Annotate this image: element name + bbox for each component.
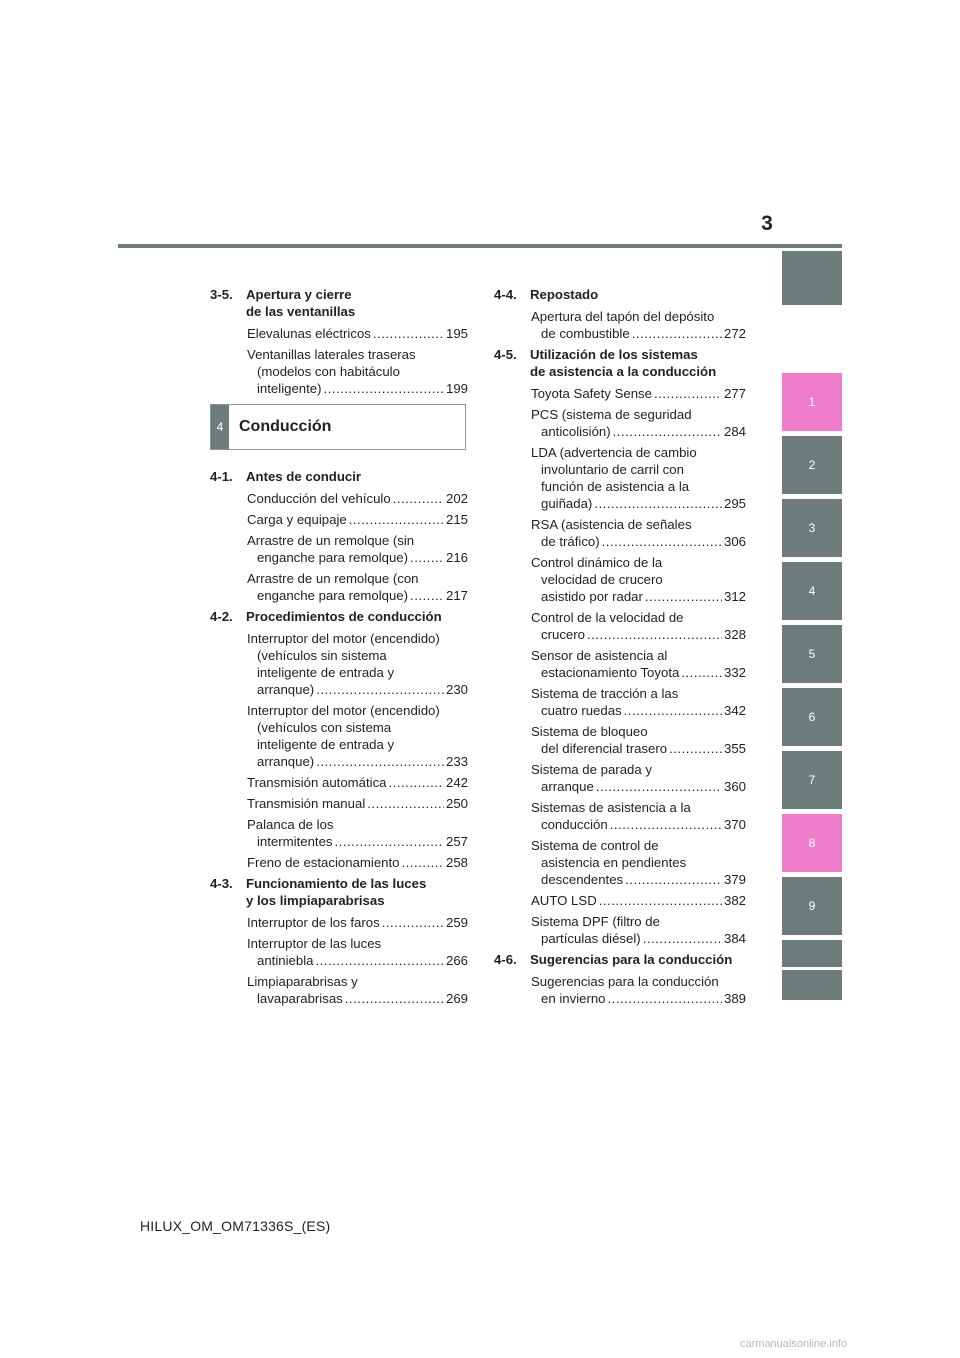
- entry-page-number: 360: [723, 779, 746, 794]
- section-title-line: Antes de conducir: [246, 469, 362, 484]
- dot-leader: [349, 511, 444, 528]
- entry-text: conducción: [541, 817, 608, 832]
- toc-section: [210, 468, 468, 604]
- toc-section: [210, 608, 468, 871]
- chapter-tab[interactable]: 5: [782, 625, 842, 683]
- entry-page-number: 384: [723, 931, 746, 946]
- entry-text: Sensor de asistencia al: [531, 648, 668, 663]
- dot-leader: [599, 892, 722, 909]
- toc-entry[interactable]: [494, 647, 746, 681]
- entry-text: enganche para remolque): [257, 588, 409, 603]
- chapter-tab[interactable]: 1: [782, 373, 842, 431]
- entry-text: Sugerencias para la conducción: [531, 974, 719, 989]
- chapter-tab[interactable]: 8: [782, 814, 842, 872]
- entry-page-number: 382: [723, 893, 746, 908]
- entry-leader-line: [247, 854, 468, 871]
- section-title-line: Funcionamiento de las luces: [246, 876, 427, 891]
- toc-entry[interactable]: [210, 702, 468, 770]
- entry-text: inteligente): [257, 381, 322, 396]
- toc-section: [210, 286, 468, 397]
- dot-leader: [610, 816, 722, 833]
- entry-text: Sistema de tracción a las: [531, 686, 679, 701]
- entry-text: Transmisión automática: [247, 775, 387, 790]
- entry-page-number: 242: [445, 775, 468, 790]
- toc-entry[interactable]: [494, 973, 746, 1007]
- chapter-heading-box: [210, 404, 466, 450]
- dot-leader: [654, 385, 722, 402]
- entry-leader-line: [247, 511, 468, 528]
- section-title[interactable]: [210, 468, 468, 485]
- dot-leader: [324, 380, 444, 397]
- toc-entry[interactable]: [494, 799, 746, 833]
- entry-leader-line: [531, 990, 746, 1007]
- section-title[interactable]: [494, 951, 746, 968]
- chapter-tab[interactable]: 6: [782, 688, 842, 746]
- toc-entry[interactable]: [210, 914, 468, 931]
- chapter-tab[interactable]: 2: [782, 436, 842, 494]
- toc-section: [494, 346, 746, 947]
- chapter-tab[interactable]: 9: [782, 877, 842, 935]
- toc-entry[interactable]: [210, 774, 468, 791]
- entry-leader-line: [531, 423, 746, 440]
- entry-page-number: 370: [723, 817, 746, 832]
- section-title[interactable]: [210, 875, 468, 909]
- section-number: 4-5.: [494, 347, 517, 362]
- entry-leader-line: [531, 702, 746, 719]
- dot-leader: [382, 914, 444, 931]
- dot-leader: [624, 702, 722, 719]
- toc-entry[interactable]: [210, 511, 468, 528]
- entry-text: de combustible: [541, 326, 630, 341]
- entry-page-number: 277: [723, 386, 746, 401]
- toc-entry[interactable]: [210, 795, 468, 812]
- dot-leader: [608, 990, 722, 1007]
- toc-entry[interactable]: [494, 685, 746, 719]
- entry-page-number: 355: [723, 741, 746, 756]
- entry-text: descendentes: [541, 872, 624, 887]
- entry-page-number: 230: [445, 682, 468, 697]
- entry-text: guiñada): [541, 496, 593, 511]
- toc-section: [210, 875, 468, 1007]
- dot-leader: [596, 778, 722, 795]
- entry-text: involuntario de carril con: [541, 462, 684, 477]
- entry-page-number: 216: [445, 550, 468, 565]
- page-number: 3: [761, 212, 773, 235]
- toc-entry[interactable]: [494, 609, 746, 643]
- entry-text: Control dinámico de la: [531, 555, 663, 570]
- entry-text: Elevalunas eléctricos: [247, 326, 371, 341]
- dot-leader: [681, 664, 722, 681]
- entry-text: arranque): [257, 754, 315, 769]
- entry-text: Arrastre de un remolque (con: [247, 571, 419, 586]
- toc-right-column: [494, 286, 746, 1011]
- entry-text: Carga y equipaje: [247, 512, 347, 527]
- entry-page-number: 284: [723, 424, 746, 439]
- toc-entry[interactable]: [210, 630, 468, 698]
- entry-text: asistido por radar: [541, 589, 643, 604]
- entry-text: Sistemas de asistencia a la: [531, 800, 691, 815]
- entry-leader-line: [247, 325, 468, 342]
- entry-page-number: 250: [445, 796, 468, 811]
- entry-page-number: 306: [723, 534, 746, 549]
- dot-leader: [613, 423, 722, 440]
- entry-page-number: 202: [445, 491, 468, 506]
- section-number: 4-3.: [210, 876, 233, 891]
- dot-leader: [632, 325, 722, 342]
- document-code: HILUX_OM_OM71336S_(ES): [140, 1218, 331, 1234]
- entry-leader-line: [247, 753, 468, 770]
- entry-text: arranque): [257, 682, 315, 697]
- toc-entry[interactable]: [494, 406, 746, 440]
- section-title-line: de asistencia a la conducción: [530, 364, 717, 379]
- entry-text: Control de la velocidad de: [531, 610, 684, 625]
- chapter-tab[interactable]: [782, 970, 842, 1000]
- section-title-text: [530, 286, 598, 303]
- entry-leader-line: [531, 588, 746, 605]
- section-title[interactable]: [494, 346, 746, 380]
- entry-page-number: 195: [445, 326, 468, 341]
- dot-leader: [602, 533, 722, 550]
- entry-leader-line: [531, 385, 746, 402]
- entry-leader-line: [531, 778, 746, 795]
- entry-leader-line: [531, 325, 746, 342]
- entry-page-number: 295: [723, 496, 746, 511]
- entry-text: Sistema de control de: [531, 838, 659, 853]
- entry-text: (vehículos con sistema: [257, 720, 392, 735]
- entry-page-number: 215: [445, 512, 468, 527]
- dot-leader: [594, 495, 722, 512]
- entry-text: velocidad de crucero: [541, 572, 663, 587]
- entry-text: estacionamiento Toyota: [541, 665, 680, 680]
- toc-entry[interactable]: [210, 935, 468, 969]
- entry-text: Sistema DPF (filtro de: [531, 914, 660, 929]
- toc-entry[interactable]: [494, 723, 746, 757]
- chapter-tab[interactable]: 3: [782, 499, 842, 557]
- chapter-tab[interactable]: [782, 940, 842, 967]
- entry-page-number: 269: [445, 991, 468, 1006]
- dot-leader: [669, 740, 722, 757]
- header-rule: [118, 244, 842, 248]
- entry-leader-line: [247, 952, 468, 969]
- dot-leader: [401, 854, 444, 871]
- entry-text: (modelos con habitáculo: [257, 364, 400, 379]
- toc-entry[interactable]: [210, 325, 468, 342]
- entry-page-number: 389: [723, 991, 746, 1006]
- entry-text: Interruptor del motor (encendido): [247, 631, 440, 646]
- section-number: 4-1.: [210, 469, 233, 484]
- toc-section: [494, 286, 746, 342]
- section-title[interactable]: [210, 608, 468, 625]
- dot-leader: [645, 588, 722, 605]
- entry-leader-line: [247, 681, 468, 698]
- dot-leader: [345, 990, 444, 1007]
- entry-text: crucero: [541, 627, 585, 642]
- entry-text: inteligente de entrada y: [257, 665, 395, 680]
- toc-left-column: [210, 468, 468, 1011]
- toc-entry[interactable]: [494, 516, 746, 550]
- entry-leader-line: [531, 740, 746, 757]
- entry-text: Interruptor de los faros: [247, 915, 380, 930]
- toc-entry[interactable]: [210, 816, 468, 850]
- entry-page-number: 332: [723, 665, 746, 680]
- dot-leader: [393, 490, 444, 507]
- entry-text: inteligente de entrada y: [257, 737, 395, 752]
- entry-text: Toyota Safety Sense: [531, 386, 652, 401]
- entry-leader-line: [247, 990, 468, 1007]
- entry-leader-line: [531, 816, 746, 833]
- dot-leader: [316, 753, 444, 770]
- dot-leader: [587, 626, 722, 643]
- entry-leader-line: [247, 490, 468, 507]
- toc-entry[interactable]: [210, 490, 468, 507]
- section-title-text: [246, 286, 355, 320]
- dot-leader: [335, 833, 444, 850]
- section-title-text: [246, 875, 426, 909]
- entry-page-number: 259: [445, 915, 468, 930]
- entry-text: PCS (sistema de seguridad: [531, 407, 692, 422]
- dot-leader: [625, 871, 722, 888]
- entry-text: Freno de estacionamiento: [247, 855, 400, 870]
- entry-text: asistencia en pendientes: [541, 855, 687, 870]
- entry-text: (vehículos sin sistema: [257, 648, 387, 663]
- chapter-number: 4: [211, 405, 229, 449]
- entry-text: RSA (asistencia de señales: [531, 517, 692, 532]
- dot-leader: [316, 681, 444, 698]
- entry-page-number: 342: [723, 703, 746, 718]
- entry-leader-line: [531, 664, 746, 681]
- entry-text: LDA (advertencia de cambio: [531, 445, 697, 460]
- entry-text: lavaparabrisas: [257, 991, 343, 1006]
- dot-leader: [410, 587, 444, 604]
- section-title[interactable]: [210, 286, 468, 320]
- entry-leader-line: [247, 380, 468, 397]
- toc-entry[interactable]: [494, 554, 746, 605]
- section-title-line: Repostado: [530, 287, 599, 302]
- entry-leader-line: [531, 626, 746, 643]
- entry-text: arranque: [541, 779, 594, 794]
- dot-leader: [410, 549, 444, 566]
- entry-page-number: 266: [445, 953, 468, 968]
- entry-page-number: 233: [445, 754, 468, 769]
- entry-text: Ventanillas laterales traseras: [247, 347, 416, 362]
- dot-leader: [315, 952, 444, 969]
- entry-leader-line: [247, 833, 468, 850]
- toc-entry[interactable]: [494, 837, 746, 888]
- entry-text: Interruptor del motor (encendido): [247, 703, 440, 718]
- entry-page-number: 257: [445, 834, 468, 849]
- toc-entry[interactable]: [494, 913, 746, 947]
- watermark: carmanualsonline.info: [740, 1338, 848, 1350]
- entry-text: del diferencial trasero: [541, 741, 668, 756]
- entry-text: Apertura del tapón del depósito: [531, 309, 715, 324]
- entry-text: Interruptor de las luces: [247, 936, 382, 951]
- entry-page-number: 258: [445, 855, 468, 870]
- section-title-text: [530, 951, 732, 968]
- chapter-tab[interactable]: [782, 251, 842, 305]
- entry-text: de tráfico): [541, 534, 600, 549]
- chapter-title: Conducción: [239, 418, 332, 435]
- entry-page-number: 217: [445, 588, 468, 603]
- entry-text: partículas diésel): [541, 931, 641, 946]
- toc-entry[interactable]: [494, 308, 746, 342]
- section-title-line: Utilización de los sistemas: [530, 347, 698, 362]
- toc-entry[interactable]: [494, 385, 746, 402]
- entry-page-number: 272: [723, 326, 746, 341]
- entry-text: enganche para remolque): [257, 550, 409, 565]
- entry-text: Sistema de bloqueo: [531, 724, 648, 739]
- entry-text: función de asistencia a la: [541, 479, 690, 494]
- entry-leader-line: [531, 533, 746, 550]
- section-title-line: Sugerencias para la conducción: [530, 952, 733, 967]
- entry-leader-line: [531, 871, 746, 888]
- entry-page-number: 312: [723, 589, 746, 604]
- entry-leader-line: [531, 892, 746, 909]
- entry-leader-line: [247, 795, 468, 812]
- toc-entry[interactable]: [494, 761, 746, 795]
- dot-leader: [389, 774, 444, 791]
- section-title-text: [530, 346, 716, 380]
- toc-section: [494, 951, 746, 1007]
- section-title[interactable]: [494, 286, 746, 303]
- entry-text: Palanca de los: [247, 817, 334, 832]
- section-number: 4-2.: [210, 609, 233, 624]
- entry-text: Transmisión manual: [247, 796, 366, 811]
- entry-page-number: 379: [723, 872, 746, 887]
- section-number: 3-5.: [210, 287, 233, 302]
- entry-text: Arrastre de un remolque (sin: [247, 533, 415, 548]
- toc-entry[interactable]: [210, 532, 468, 566]
- entry-text: anticolisión): [541, 424, 611, 439]
- entry-leader-line: [531, 495, 746, 512]
- entry-text: AUTO LSD: [531, 893, 597, 908]
- section-number: 4-6.: [494, 952, 517, 967]
- entry-text: Conducción del vehículo: [247, 491, 391, 506]
- section-title-line: Apertura y cierre: [246, 287, 352, 302]
- entry-leader-line: [247, 587, 468, 604]
- entry-text: Limpiaparabrisas y: [247, 974, 358, 989]
- entry-leader-line: [247, 914, 468, 931]
- entry-page-number: 328: [723, 627, 746, 642]
- entry-text: cuatro ruedas: [541, 703, 622, 718]
- section-title-text: [246, 608, 442, 625]
- entry-page-number: 199: [445, 381, 468, 396]
- section-number: 4-4.: [494, 287, 517, 302]
- dot-leader: [643, 930, 722, 947]
- section-title-text: [246, 468, 361, 485]
- section-title-line: Procedimientos de conducción: [246, 609, 442, 624]
- dot-leader: [367, 795, 444, 812]
- entry-leader-line: [531, 930, 746, 947]
- toc-entry[interactable]: [494, 892, 746, 909]
- toc-entry[interactable]: [210, 973, 468, 1007]
- entry-text: antiniebla: [257, 953, 314, 968]
- entry-text: intermitentes: [257, 834, 333, 849]
- toc-entry[interactable]: [210, 854, 468, 871]
- entry-text: en invierno: [541, 991, 606, 1006]
- toc-entry[interactable]: [210, 346, 468, 397]
- dot-leader: [373, 325, 444, 342]
- entry-leader-line: [247, 549, 468, 566]
- chapter-tab[interactable]: 7: [782, 751, 842, 809]
- toc-left-top: [210, 286, 468, 401]
- entry-leader-line: [247, 774, 468, 791]
- toc-entry[interactable]: [494, 444, 746, 512]
- section-title-line: y los limpiaparabrisas: [246, 893, 385, 908]
- entry-text: Sistema de parada y: [531, 762, 652, 777]
- chapter-tab[interactable]: 4: [782, 562, 842, 620]
- section-title-line: de las ventanillas: [246, 304, 356, 319]
- toc-entry[interactable]: [210, 570, 468, 604]
